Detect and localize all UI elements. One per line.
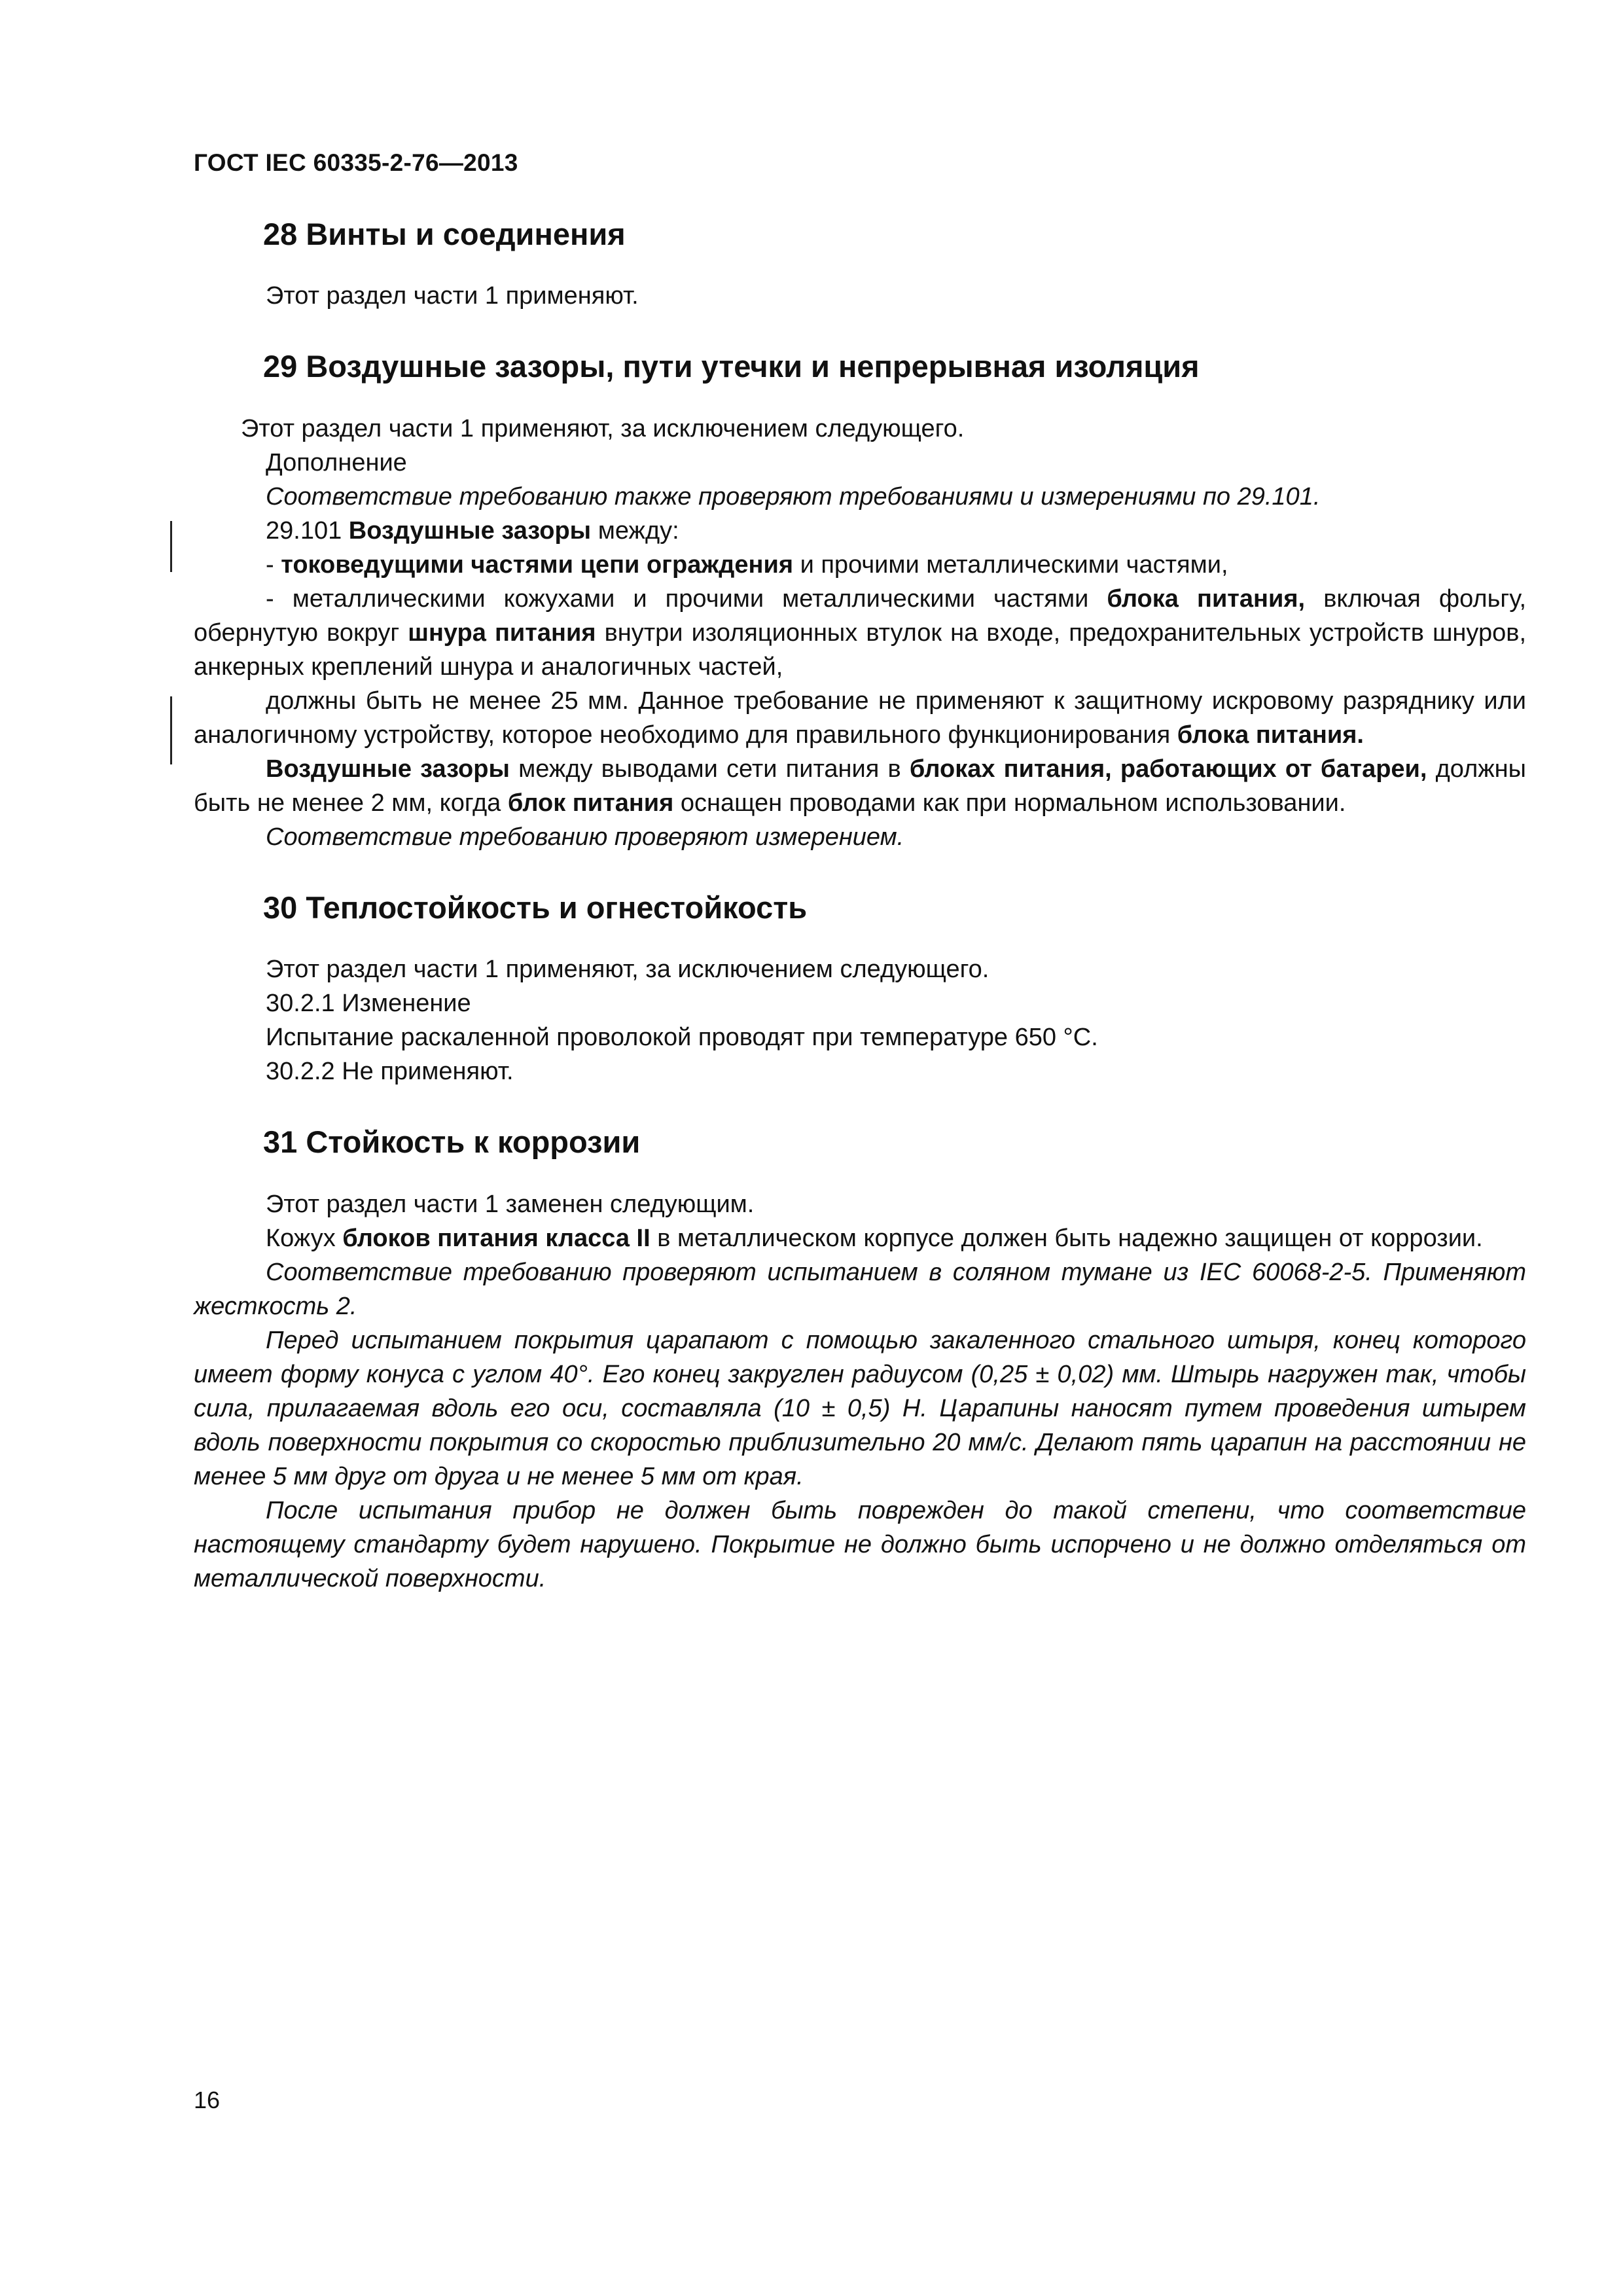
bold-term: блоков питания класса II <box>342 1224 651 1252</box>
text-run: между: <box>591 516 679 545</box>
change-bar <box>170 521 172 572</box>
bold-term: блока питания, <box>1107 584 1306 613</box>
paragraph: 30.2.1 Изменение <box>266 990 471 1018</box>
paragraph <box>194 548 1526 582</box>
bold-term: Воздушные зазоры <box>266 755 510 783</box>
text-run: 29.101 <box>266 516 349 545</box>
text-run: - металлическими кожухами и прочими металлическими частями <box>266 584 1107 613</box>
bold-term: блоках питания, работающих от батареи, <box>909 755 1427 783</box>
paragraph: Этот раздел части 1 применяют. <box>266 282 639 310</box>
bold-term: блока питания. <box>1177 721 1364 749</box>
text-run: Кожух <box>266 1224 343 1252</box>
bold-term: блок питания <box>507 789 674 817</box>
paragraph: 30.2.2 Не применяют. <box>266 1058 514 1086</box>
paragraph: Перед испытанием покрытия царапают с помощью закаленного стального штыря, конец которого имеет форму конуса с углом 40°. Его конец закруглен радиусом (0,25 ± 0,02) мм. Штырь нагружен так, чтобы сила, прилагаемая вдоль его оси, составляла (10 ± 0,5) Н. Царапины наносят путем проведения штырем вдоль поверхности покрытия со скоростью приблизительно 20 мм/с. Делают пять царапин на расстоянии не менее 5 мм друг от друга и не менее 5 мм от края. <box>194 1326 1526 1490</box>
bold-term: шнура питания <box>408 619 596 647</box>
paragraph: Испытание раскаленной проволокой проводят при температуре 650 °С. <box>266 1024 1098 1052</box>
text-run: включая фольгу, обернутую вокруг <box>194 584 1527 647</box>
section-31 <box>194 1124 1526 1595</box>
section-28 <box>194 216 1526 313</box>
text-run: должны быть не менее 2 мм, когда <box>194 755 1526 817</box>
paragraph: Этот раздел части 1 применяют, за исключением следующего. <box>241 414 965 442</box>
paragraph <box>194 582 1526 684</box>
text-run: должны быть не менее 25 мм. Данное требование не применяют к защитному искровому разряднику или аналогичному устройству, которое необходимо для правильного функционирования <box>194 687 1526 749</box>
section-29 <box>194 348 1526 853</box>
section-30 <box>194 889 1526 1088</box>
paragraph <box>194 684 1526 752</box>
paragraph: Дополнение <box>266 448 407 476</box>
section-heading: 29 Воздушные зазоры, пути утечки и непрерывная изоляция <box>263 349 1200 384</box>
page-body <box>194 216 1526 1596</box>
text-run: - <box>266 550 281 579</box>
paragraph: Соответствие требованию проверяют испытанием в соляном тумане из IEC 60068-2-5. Применяют жесткость 2. <box>194 1258 1526 1320</box>
text-run: между выводами сети питания в <box>509 755 910 783</box>
paragraph <box>194 514 1526 548</box>
paragraph: Этот раздел части 1 применяют, за исключением следующего. <box>266 956 990 984</box>
section-heading: 28 Винты и соединения <box>263 217 626 251</box>
paragraph: Соответствие требованию также проверяют требованиями и измерениями по 29.101. <box>266 482 1321 511</box>
change-bar <box>170 696 172 764</box>
document-code: ГОСТ IEC 60335-2-76—2013 <box>194 149 518 176</box>
section-heading: 30 Теплостойкость и огнестойкость <box>263 889 808 925</box>
text-run: и прочими металлическими частями, <box>793 550 1228 579</box>
bold-term: Воздушные зазоры <box>348 516 592 545</box>
paragraph: Этот раздел части 1 заменен следующим. <box>266 1190 755 1218</box>
section-heading: 31 Стойкость к коррозии <box>263 1124 641 1160</box>
text-run: внутри изоляционных втулок на входе, предохранительных устройств шнуров, анкерных креплений шнура и аналогичных частей, <box>194 619 1527 681</box>
bold-term: токоведущими частями цепи ограждения <box>281 550 794 579</box>
paragraph <box>194 1221 1526 1255</box>
text-run: оснащен проводами как при нормальном использовании. <box>673 789 1346 817</box>
paragraph: После испытания прибор не должен быть поврежден до такой степени, что соответствие настоящему стандарту будет нарушено. Покрытие не должно быть испорчено и не должно отделяться от металлической поверхности. <box>194 1496 1526 1592</box>
page-number: 16 <box>194 2087 221 2113</box>
paragraph: Соответствие требованию проверяют измерением. <box>266 823 904 851</box>
paragraph <box>194 752 1526 820</box>
text-run: в металлическом корпусе должен быть надежно защищен от коррозии. <box>650 1224 1483 1252</box>
